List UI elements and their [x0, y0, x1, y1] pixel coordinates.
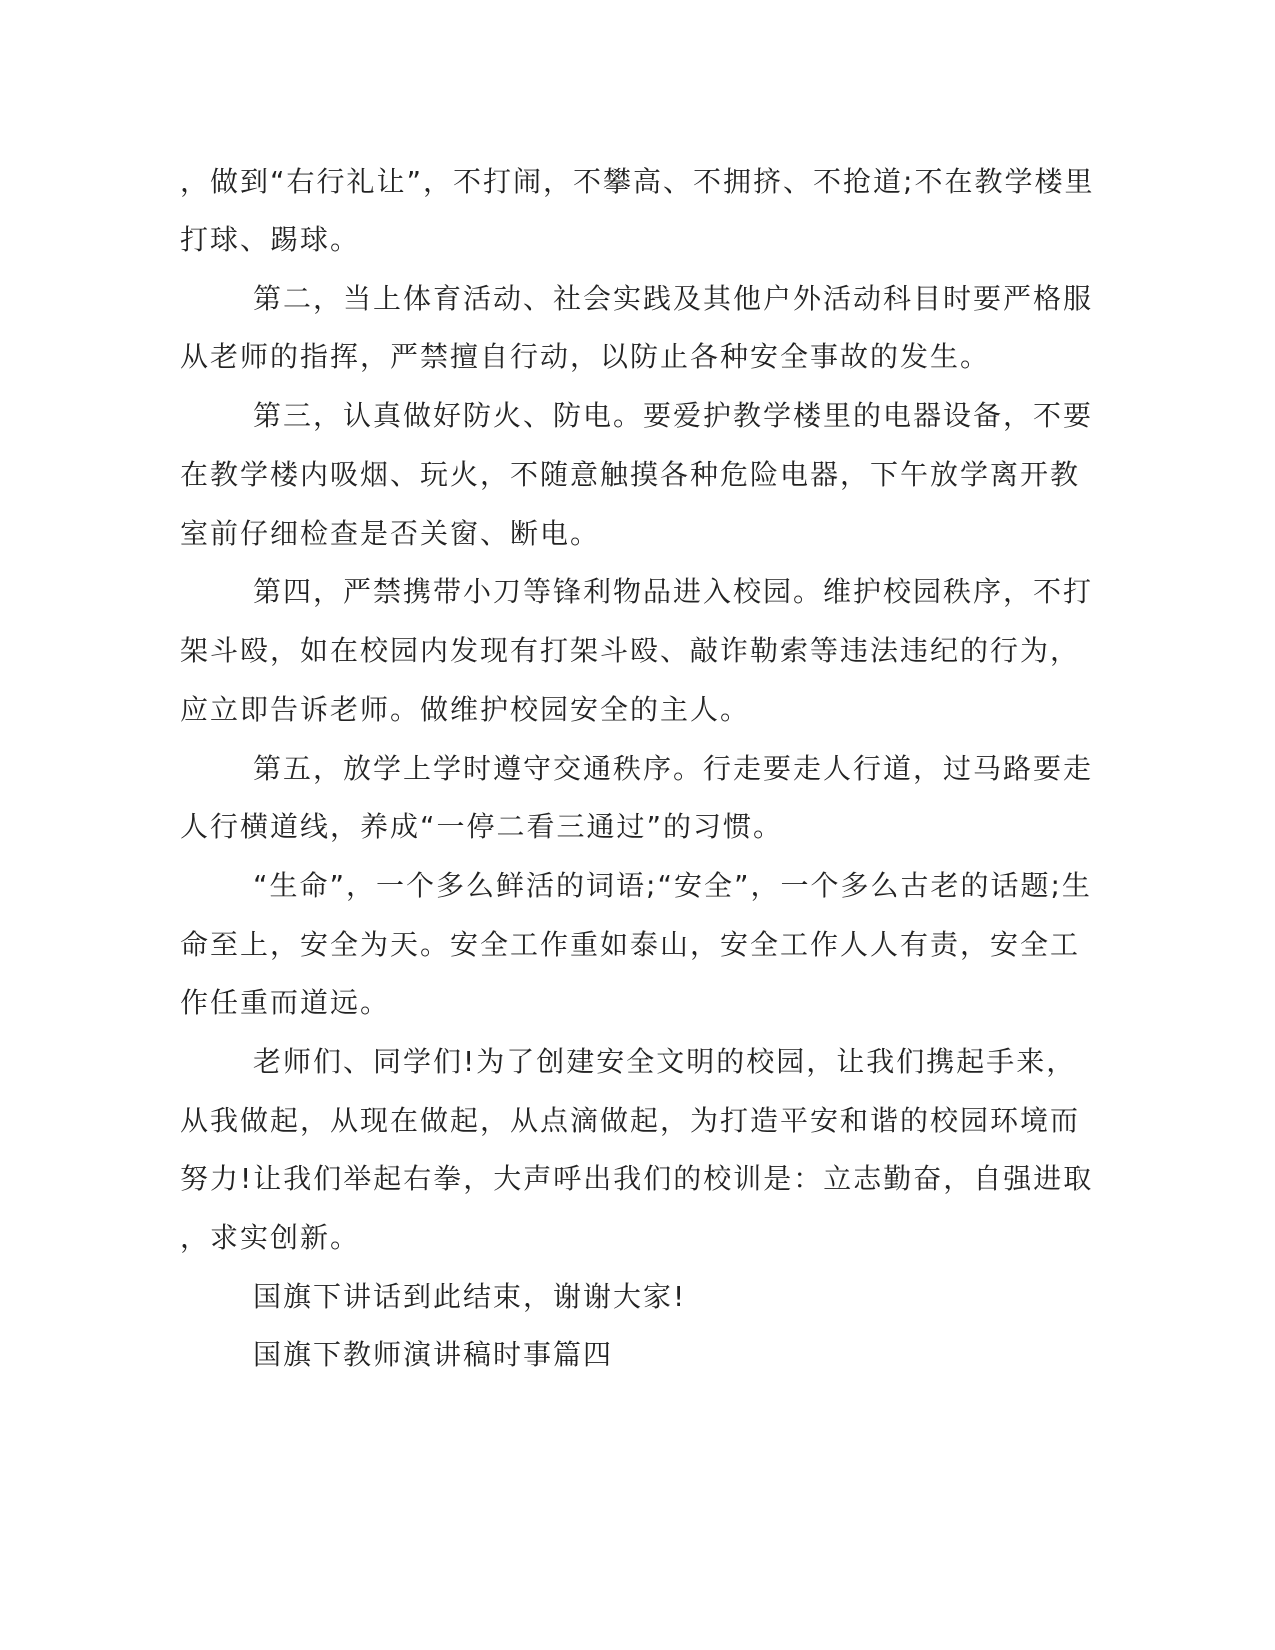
text-line: 人行横道线，养成“一停二看三通过”的习惯。 [180, 810, 784, 843]
section-heading: 国旗下教师演讲稿时事篇四 [253, 1338, 614, 1371]
text-line: 从老师的指挥，严禁擅自行动，以防止各种安全事故的发生。 [180, 340, 991, 373]
paragraph-start-line: 第四，严禁携带小刀等锋利物品进入校园。维护校园秩序，不打 [253, 575, 1094, 608]
text-line: ，做到“右行礼让”，不打闹，不攀高、不拥挤、不抢道;不在教学楼里 [180, 165, 1095, 198]
text-line: 应立即告诉老师。做维护校园安全的主人。 [180, 693, 751, 726]
text-line: 室前仔细检查是否关窗、断电。 [180, 517, 601, 550]
paragraph-start-line: 老师们、同学们!为了创建安全文明的校园，让我们携起手来， [253, 1045, 1077, 1078]
paragraph-start-line: 第三，认真做好防火、防电。要爱护教学楼里的电器设备，不要 [253, 399, 1094, 432]
paragraph-start-line: “生命”，一个多么鲜活的词语;“安全”，一个多么古老的话题;生 [253, 869, 1092, 902]
text-line: 努力!让我们举起右拳，大声呼出我们的校训是：立志勤奋，自强进取 [180, 1162, 1094, 1195]
closing-line: 国旗下讲话到此结束，谢谢大家! [253, 1280, 687, 1313]
text-line: 打球、踢球。 [180, 223, 361, 256]
text-line: 架斗殴，如在校园内发现有打架斗殴、敲诈勒索等违法违纪的行为， [180, 634, 1081, 667]
text-line: 从我做起，从现在做起，从点滴做起，为打造平安和谐的校园环境而 [180, 1104, 1081, 1137]
text-line: 命至上，安全为天。安全工作重如泰山，安全工作人人有责，安全工 [180, 928, 1081, 961]
paragraph-start-line: 第二，当上体育活动、社会实践及其他户外活动科目时要严格服 [253, 282, 1094, 315]
text-line: ，求实创新。 [180, 1221, 361, 1254]
text-line: 在教学楼内吸烟、玩火，不随意触摸各种危险电器，下午放学离开教 [180, 458, 1081, 491]
text-line: 作任重而道远。 [180, 986, 391, 1019]
paragraph-start-line: 第五，放学上学时遵守交通秩序。行走要走人行道，过马路要走 [253, 752, 1094, 785]
